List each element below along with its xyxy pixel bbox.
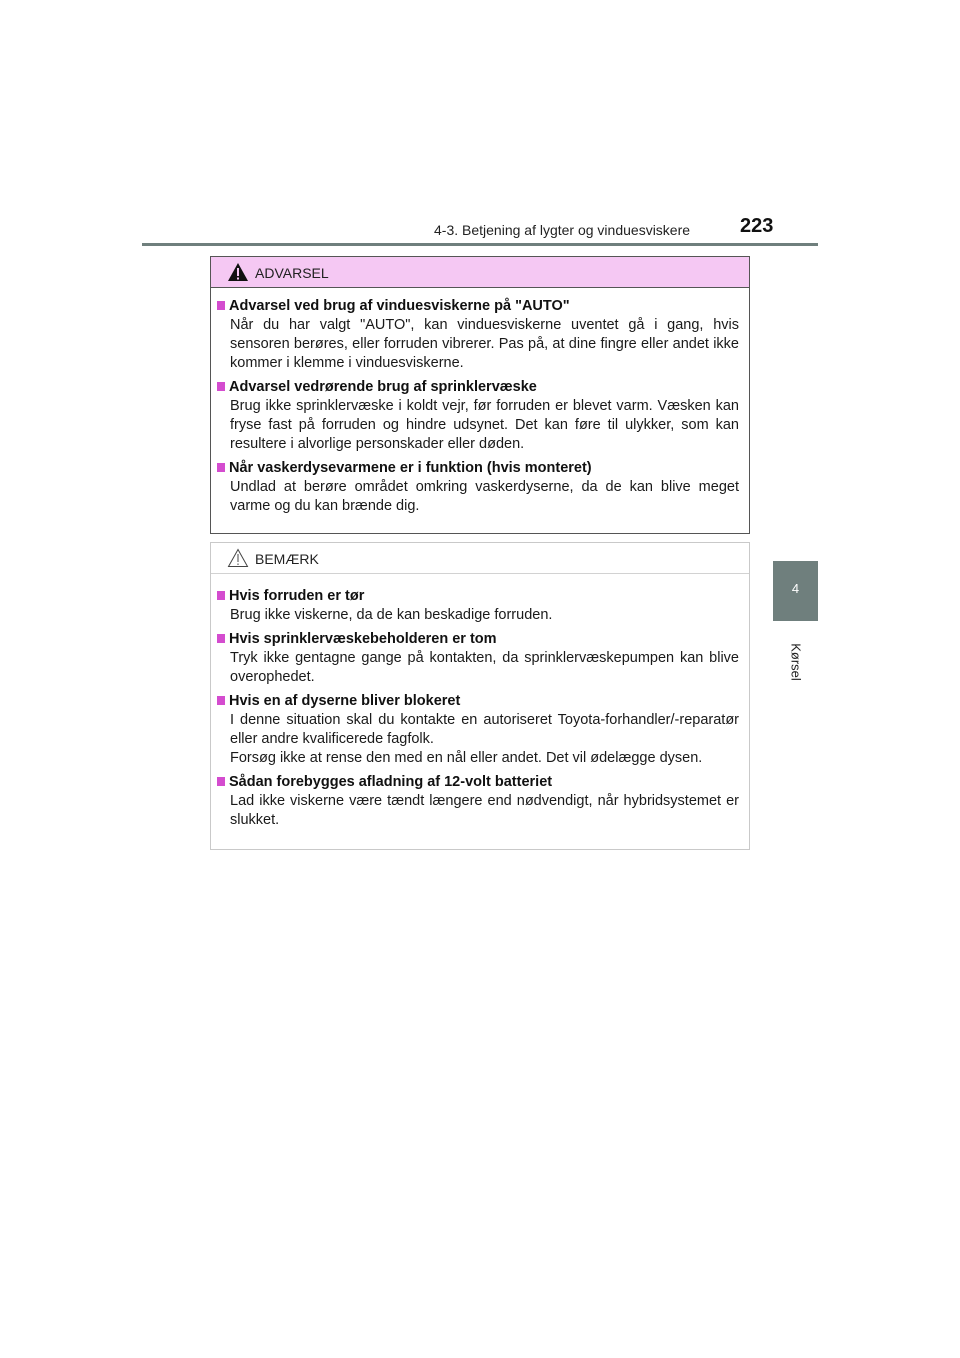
warning-item-text: Brug ikke sprinklervæske i koldt vejr, før forruden er blevet varm. Væsken kan fryse fast på forruden og hindre udsynet. Det kan føre til ulykker, som kan resultere i alvorlige personskader eller døden. bbox=[230, 398, 739, 452]
notice-item-heading: Hvis en af dyserne bliver blokeret bbox=[217, 692, 739, 711]
notice-item-text-line: I denne situation skal du kontakte en autoriseret Toyota-forhandler/-reparatør eller andre kvalificerede fagfolk. bbox=[230, 712, 739, 747]
warning-item-heading: Når vaskerdysevarmene er i funktion (hvis monteret) bbox=[217, 459, 739, 478]
notice-body bbox=[211, 574, 749, 849]
notice-item-text bbox=[230, 711, 739, 768]
section-title: 4-3. Betjening af lygter og vinduesviskere bbox=[434, 222, 691, 238]
notice-item bbox=[217, 773, 739, 830]
notice-item bbox=[217, 692, 739, 768]
bullet-square-icon bbox=[217, 591, 225, 600]
bullet-square-icon bbox=[217, 463, 225, 472]
warning-item-heading: Advarsel ved brug af vinduesviskerne på "AUTO" bbox=[217, 297, 739, 316]
notice-title: BEMÆRK bbox=[255, 551, 319, 567]
bullet-square-icon bbox=[217, 301, 225, 310]
notice-item-text-line: Forsøg ikke at rense den med en nål eller andet. Det vil ødelægge dysen. bbox=[230, 750, 703, 766]
warning-triangle-icon bbox=[227, 262, 249, 287]
notice-item-text: Lad ikke viskerne være tændt længere end nødvendigt, når hybridsystemet er slukket. bbox=[230, 793, 739, 828]
warning-item-text: Når du har valgt "AUTO", kan vinduesviskerne uventet gå i gang, hvis sensoren berøres, eller forruden vibrerer. Pas på, at dine fingre eller andet ikke kommer i klemme i vinduesviskerne. bbox=[230, 317, 739, 371]
header-divider bbox=[142, 243, 818, 246]
notice-item-heading: Sådan forebygges afladning af 12-volt batteriet bbox=[217, 773, 739, 792]
warning-item-text: Undlad at berøre området omkring vaskerdyserne, da de kan blive meget varme og du kan brænde dig. bbox=[230, 479, 739, 514]
warning-item-heading: Advarsel vedrørende brug af sprinklervæske bbox=[217, 378, 739, 397]
bullet-square-icon bbox=[217, 696, 225, 705]
notice-item-text: Brug ikke viskerne, da de kan beskadige forruden. bbox=[230, 607, 553, 623]
bullet-square-icon bbox=[217, 634, 225, 643]
chapter-label bbox=[781, 632, 811, 692]
notice-item-heading: Hvis sprinklervæskebeholderen er tom bbox=[217, 630, 739, 649]
notice-header bbox=[211, 543, 749, 574]
notice-item bbox=[217, 587, 739, 625]
warning-header bbox=[211, 257, 749, 288]
chapter-number: 4 bbox=[791, 581, 800, 596]
notice-item-heading: Hvis forruden er tør bbox=[217, 587, 739, 606]
warning-item bbox=[217, 459, 739, 516]
notice-item bbox=[217, 630, 739, 687]
chapter-tab[interactable] bbox=[773, 561, 818, 621]
warning-item bbox=[217, 297, 739, 373]
warning-box bbox=[210, 256, 750, 534]
caution-triangle-icon bbox=[227, 548, 249, 573]
page-number: 223 bbox=[740, 215, 774, 237]
bullet-square-icon bbox=[217, 382, 225, 391]
chapter-label-text: Kørsel bbox=[788, 643, 804, 681]
bullet-square-icon bbox=[217, 777, 225, 786]
warning-body bbox=[211, 288, 749, 533]
notice-box bbox=[210, 542, 750, 850]
notice-item-text: Tryk ikke gentagne gange på kontakten, da sprinklervæskepumpen kan blive overophedet. bbox=[230, 650, 739, 685]
warning-title: ADVARSEL bbox=[255, 265, 329, 281]
warning-item bbox=[217, 378, 739, 454]
